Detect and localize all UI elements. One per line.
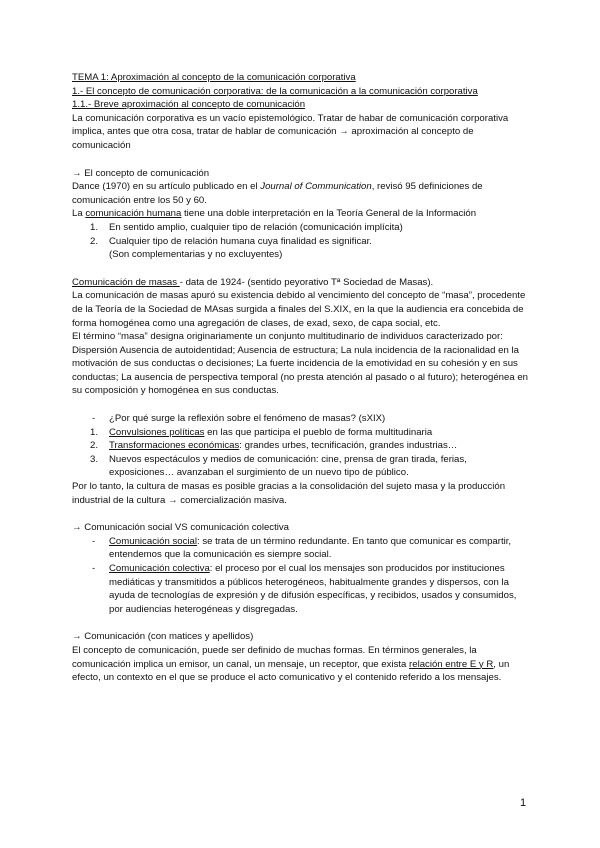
document-title: TEMA 1: Aproximación al concepto de la comunicación corporativa — [72, 72, 356, 83]
complementary-note: (Son complementarias y no excluyentes) — [109, 249, 283, 261]
intro-paragraph: La comunicación corporativa es un vacío epistemológico. Tratar de habar de comunicación corporativa implica, antes que otra cosa, tratar de hablar de comunicación → aproximación al concepto de comunicación — [72, 112, 509, 151]
journal-name: Journal of Communication — [260, 181, 372, 193]
reasons-list — [72, 426, 532, 480]
section-1-heading: 1.- El concepto de comunicación corporativa: de la comunicación a la comunicación corporativa — [72, 85, 478, 97]
list-item: 1. Convulsiones políticas en las que participa el pueblo de forma multitudinaria — [90, 426, 433, 438]
section-1-1-heading: 1.1.- Breve aproximación al concepto de comunicación — [72, 99, 306, 111]
list-item: 3. Nuevos espectáculos y medios de comunicación: cine, prensa de gran tirada, ferias, exposiciones… avanzaban el surgimiento de un nuevo tipo de público. — [90, 453, 467, 479]
comunicacion-humana-term: comunicación humana — [85, 208, 182, 220]
masas-conclusion: Por lo tanto, la cultura de masas es posible gracias a la consolidación del sujeto masa y la producción industrial de la cultura → comercialización masiva. — [72, 481, 506, 506]
social-list — [72, 535, 532, 617]
list-item: 2. Cualquier tipo de relación humana cuya finalidad es significar. — [90, 235, 372, 247]
masas-heading: Comunicación de masas - data de 1924- (sentido peyorativo Tª Sociedad de Masas). — [72, 276, 434, 288]
social-heading: → Comunicación social VS comunicación colectiva — [72, 522, 290, 534]
comunicacion-humana-paragraph: La comunicación humana tiene una doble interpretación en la Teoría General de la Información — [72, 208, 477, 220]
matices-paragraph: El concepto de comunicación, puede ser definido de muchas formas. En términos generales, la comunicación implica un emisor, un canal, un mensaje, un receptor, que exista relación entre E y R, un efecto, un contexto en el que se produce el acto comunicativo y el contenido referido a los mensajes. — [72, 644, 510, 684]
dance-paragraph: Dance (1970) en su artículo publicado en el Journal of Communication, revisó 95 definiciones de comunicación entre los 50 y 60. — [72, 181, 483, 206]
interpretation-list — [72, 221, 532, 248]
relacion-term: relación entre E y R, — [409, 658, 496, 670]
matices-heading: → Comunicación (con matices y apellidos) — [72, 631, 254, 643]
document-page — [72, 71, 532, 685]
list-item: 2. Transformaciones económicas: grandes urbes, tecnificación, grandes industrias… — [90, 440, 458, 452]
list-item: - Comunicación social: se trata de un término redundante. En tanto que comunicar es compartir, entendemos que la comunicación es siempre social. — [92, 535, 512, 561]
question-item: - ¿Por qué surge la reflexión sobre el fenómeno de masas? (sXIX) — [92, 413, 386, 425]
list-item: - Comunicación colectiva: el proceso por el cual los mensajes son producidos por instituciones mediáticas y transmitidos a públicos heterogéneos, habitualmente grandes y dispersos, con la ayuda de tecnologías de expresión y de difusión específicas, y recibidos, usados y consumidos, por audiencias heterogéneas y disgregadas. — [92, 563, 517, 615]
masas-paragraph-2: El término “masa” designa originariamente un conjunto multitudinario de individuos caracterizado por: Dispersión Ausencia de autoidentidad; Ausencia de estructura; La nula incidencia de la racionalidad en la motivación de sus conductas o decisiones; La fuerte incidencia de la emotividad en su cohesión y en sus conductas; La ausencia de perspectiva temporal (no presta atención al pasado o al futuro); heterogénea en su composición y homogénea en sus conductas. — [72, 331, 529, 397]
page-number: 1 — [520, 797, 527, 809]
masas-paragraph-1: La comunicación de masas apuró su existencia debido al vencimiento del concepto de “masa”, procedente de la Teoría de la Sociedad de MAsas surgida a finales del S.XIX, en la que la audiencia era concebida de forma homogénea como una agregación de clases, de exad, sexo, de capa social, etc. — [72, 290, 526, 329]
list-item: 1. En sentido amplio, cualquier tipo de relación (comunicación implícita) — [90, 221, 403, 233]
concepto-heading: → El concepto de comunicación — [72, 167, 210, 179]
